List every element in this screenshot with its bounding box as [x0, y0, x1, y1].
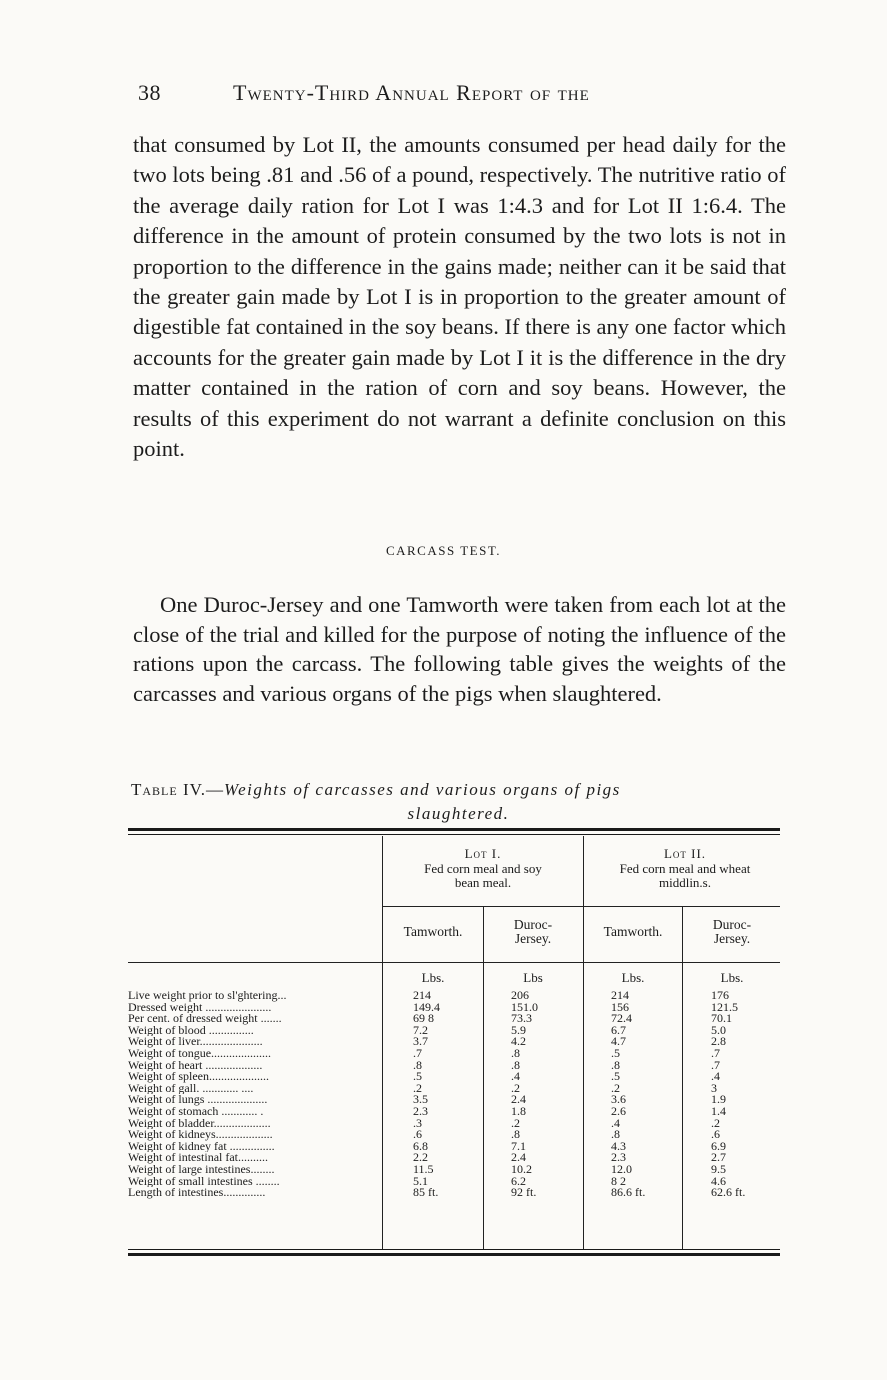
- cell-lot2-duroc: .7: [711, 1057, 720, 1072]
- table-row: [128, 1138, 780, 1153]
- table-row: [128, 1115, 780, 1130]
- cell-lot2-tamworth: 12.0: [611, 1161, 632, 1176]
- header-divider-subheads: [128, 962, 780, 963]
- cell-lot1-duroc: 206: [511, 988, 529, 1002]
- running-title: Twenty-Third Annual Report of the: [233, 80, 590, 105]
- cell-lot1-tamworth: 2.3: [413, 1103, 428, 1118]
- table-row: [128, 1161, 780, 1176]
- cell-lot2-tamworth: 86.6 ft.: [611, 1185, 646, 1200]
- cell-lot2-duroc: 5.0: [711, 1022, 726, 1037]
- row-label: Weight of stomach ............ .: [128, 1105, 264, 1118]
- row-label: Weight of small intestines ........: [128, 1175, 280, 1188]
- lot2-desc-line1: Fed corn meal and wheat: [619, 861, 751, 876]
- table-caption-title-line2: slaughtered.: [407, 804, 510, 823]
- cell-lot1-tamworth: 7.2: [413, 1022, 428, 1037]
- subhead-text: Duroc-: [712, 917, 752, 932]
- cell-lot1-tamworth: .8: [413, 1057, 422, 1072]
- cell-lot2-duroc: 1.9: [711, 1092, 726, 1107]
- cell-lot2-tamworth: .8: [611, 1127, 620, 1142]
- row-label: Weight of bladder...................: [128, 1117, 271, 1130]
- row-label: Weight of kidney fat ...............: [128, 1140, 275, 1153]
- cell-lot1-tamworth: 3.5: [413, 1092, 428, 1107]
- subhead-text: Duroc-: [513, 917, 553, 932]
- cell-lot1-tamworth: 11.5: [413, 1161, 434, 1176]
- row-label: Weight of heart ...................: [128, 1059, 263, 1072]
- lot2-header: [583, 846, 787, 890]
- cell-lot2-duroc: 2.7: [711, 1150, 726, 1165]
- row-label: Weight of blood ...............: [128, 1024, 254, 1037]
- lot2-desc-line2: middlin.s.: [658, 875, 711, 890]
- table-row: [128, 1152, 780, 1164]
- row-label: Weight of intestinal fat..........: [128, 1152, 269, 1164]
- cell-lot1-duroc: 10.2: [511, 1161, 532, 1176]
- cell-lot2-tamworth: 6.7: [611, 1022, 626, 1037]
- table-row: [128, 990, 780, 1002]
- cell-lot1-duroc: .8: [511, 1127, 520, 1142]
- cell-lot2-tamworth: 4.3: [611, 1138, 626, 1153]
- cell-lot2-duroc: 2.8: [711, 1034, 726, 1049]
- cell-lot1-tamworth: .3: [413, 1115, 422, 1130]
- table-row: [128, 1173, 780, 1188]
- cell-lot2-duroc: 4.6: [711, 1173, 726, 1188]
- cell-lot2-tamworth: 156: [611, 999, 629, 1014]
- cell-lot2-duroc: 6.9: [711, 1138, 726, 1153]
- table-top-rule-thin: [128, 834, 780, 835]
- cell-lot1-duroc: .2: [511, 1115, 520, 1130]
- cell-lot2-tamworth: .8: [611, 1057, 620, 1072]
- lot1-desc-line2: bean meal.: [454, 875, 512, 890]
- cell-lot2-tamworth: 2.6: [611, 1103, 626, 1118]
- cell-lot2-tamworth: .2: [611, 1080, 620, 1095]
- cell-lot1-tamworth: 85 ft.: [413, 1185, 439, 1200]
- cell-lot2-duroc: .7: [711, 1045, 720, 1060]
- cell-lot1-tamworth: .2: [413, 1080, 422, 1095]
- table-row: [128, 1022, 780, 1037]
- cell-lot1-tamworth: 149.4: [413, 999, 440, 1014]
- table-bottom-rule: [128, 1253, 780, 1256]
- table-caption-title-line1: Weights of carcasses and various organs of pigs: [223, 780, 621, 799]
- cell-lot1-tamworth: .6: [413, 1127, 422, 1142]
- cell-lot1-duroc: 5.9: [511, 1022, 526, 1037]
- table-top-rule: [128, 828, 780, 831]
- unit-col4: Lbs.: [720, 970, 744, 985]
- row-label: Weight of gall. ............ ....: [128, 1082, 254, 1095]
- cell-lot2-duroc: 70.1: [711, 1011, 732, 1026]
- cell-lot1-tamworth: 69 8: [413, 1011, 434, 1026]
- cell-lot1-tamworth: 2.2: [413, 1150, 428, 1165]
- cell-lot1-duroc: 4.2: [511, 1034, 526, 1049]
- cell-lot1-duroc: .8: [511, 1057, 520, 1072]
- row-label: Dressed weight ......................: [128, 1001, 272, 1014]
- cell-lot1-tamworth: 214: [413, 988, 431, 1002]
- subhead-text: Tamworth.: [603, 924, 663, 939]
- row-label: Length of intestines..............: [128, 1187, 266, 1199]
- row-label: Weight of spleen....................: [128, 1071, 270, 1083]
- table-caption-label: Table IV.—: [131, 780, 224, 799]
- cell-lot2-duroc: .4: [711, 1069, 720, 1084]
- cell-lot1-tamworth: 3.7: [413, 1034, 428, 1049]
- cell-lot1-duroc: 2.4: [511, 1092, 526, 1107]
- cell-lot1-duroc: 6.2: [511, 1173, 526, 1188]
- cell-lot1-duroc: .2: [511, 1080, 520, 1095]
- table-caption: [131, 778, 786, 826]
- cell-lot1-duroc: .8: [511, 1045, 520, 1060]
- cell-lot1-duroc: 92 ft.: [511, 1185, 537, 1200]
- cell-lot2-tamworth: 4.7: [611, 1034, 626, 1049]
- lot1-header: [383, 846, 583, 890]
- table-row: [128, 1057, 780, 1072]
- unit-col1: Lbs.: [421, 970, 445, 985]
- table-row: [128, 1036, 780, 1048]
- table-row: [128, 1103, 780, 1118]
- cell-lot1-duroc: 1.8: [511, 1103, 526, 1118]
- cell-lot2-duroc: 9.5: [711, 1161, 726, 1176]
- table-row: [128, 1129, 780, 1141]
- subhead-text: Tamworth.: [403, 924, 463, 939]
- table-row: [128, 1071, 780, 1083]
- section-heading: CARCASS TEST.: [385, 543, 502, 558]
- unit-col3: Lbs.: [621, 970, 645, 985]
- subhead-lot2-tamworth: [583, 925, 683, 939]
- lot1-desc-line1: Fed corn meal and soy: [424, 861, 542, 876]
- cell-lot2-tamworth: 3.6: [611, 1092, 626, 1107]
- cell-lot2-duroc: 121.5: [711, 999, 738, 1014]
- lot1-title: Lot I.: [464, 846, 502, 861]
- cell-lot2-tamworth: 214: [611, 988, 629, 1002]
- lot2-title: Lot II.: [663, 846, 707, 861]
- cell-lot2-duroc: .6: [711, 1127, 720, 1142]
- subhead-lot1-tamworth: [383, 925, 483, 939]
- cell-lot2-tamworth: .5: [611, 1045, 620, 1060]
- cell-lot1-tamworth: .7: [413, 1045, 422, 1060]
- unit-col2: Lbs: [523, 970, 543, 985]
- cell-lot2-duroc: .2: [711, 1115, 720, 1130]
- subhead-lot1-duroc: [483, 918, 583, 946]
- table-bottom-rule-thin: [128, 1249, 780, 1250]
- table-body: [128, 990, 780, 1199]
- cell-lot1-duroc: 7.1: [511, 1138, 526, 1153]
- body-paragraph-2: One Duroc-Jersey and one Tamworth were taken from each lot at the close of the trial and killed for the purpose of noting the influence of the rations upon the carcass. The following table gives the weights of the carcasses and various organs of the pigs when slaughtered.: [133, 592, 786, 706]
- table-row: [128, 1187, 780, 1199]
- cell-lot1-tamworth: 5.1: [413, 1173, 428, 1188]
- row-label: Weight of liver.....................: [128, 1036, 263, 1048]
- row-label: Per cent. of dressed weight .......: [128, 1013, 282, 1025]
- cell-lot1-duroc: 151.0: [511, 999, 538, 1014]
- table-row: [128, 1080, 780, 1095]
- row-label: Weight of tongue....................: [128, 1047, 272, 1060]
- table-row: [128, 1045, 780, 1060]
- cell-lot2-duroc: 3: [711, 1080, 717, 1095]
- subhead-text: Jersey.: [713, 931, 751, 946]
- page-number: 38: [138, 80, 161, 105]
- table-row: [128, 1013, 780, 1025]
- cell-lot1-duroc: .4: [511, 1069, 520, 1084]
- cell-lot1-duroc: 2.4: [511, 1150, 526, 1165]
- cell-lot2-tamworth: 8 2: [611, 1173, 626, 1188]
- cell-lot2-tamworth: .4: [611, 1115, 620, 1130]
- subhead-text: Jersey.: [514, 931, 552, 946]
- cell-lot2-duroc: 1.4: [711, 1103, 726, 1118]
- body-paragraph-1: that consumed by Lot II, the amounts consumed per head daily for the two lots being .81 and .56 of a pound, respectively. The nutritive ratio of the average daily ration for Lot I was 1:4.3 and for Lot II 1:6.4. The difference in the amount of protein consumed by the two lots is not in proportion to the difference in the gains made; neither can it be said that the greater gain made by Lot I is in proportion to the greater amount of digestible fat contained in the soy beans. If there is any one factor which accounts for the greater gain made by Lot I it is the difference in the dry matter contained in the ration of corn and soy beans. However, the results of this experiment do not warrant a definite conclusion on this point.: [133, 132, 786, 462]
- cell-lot2-duroc: 62.6 ft.: [711, 1185, 746, 1200]
- subhead-lot2-duroc: [682, 918, 782, 946]
- cell-lot1-tamworth: 6.8: [413, 1138, 428, 1153]
- row-label: Live weight prior to sl'ghtering...: [128, 990, 287, 1002]
- cell-lot2-tamworth: .5: [611, 1069, 620, 1084]
- cell-lot2-tamworth: 2.3: [611, 1150, 626, 1165]
- cell-lot2-tamworth: 72.4: [611, 1011, 632, 1026]
- cell-lot1-tamworth: .5: [413, 1069, 422, 1084]
- cell-lot1-duroc: 73.3: [511, 1011, 532, 1026]
- header-divider-lots: [383, 906, 780, 907]
- cell-lot2-duroc: 176: [711, 988, 729, 1002]
- table-row: [128, 999, 780, 1014]
- running-header: [138, 80, 788, 110]
- table-row: [128, 1094, 780, 1106]
- row-label: Weight of kidneys...................: [128, 1129, 273, 1141]
- row-label: Weight of large intestines........: [128, 1163, 275, 1176]
- row-label: Weight of lungs ....................: [128, 1094, 268, 1106]
